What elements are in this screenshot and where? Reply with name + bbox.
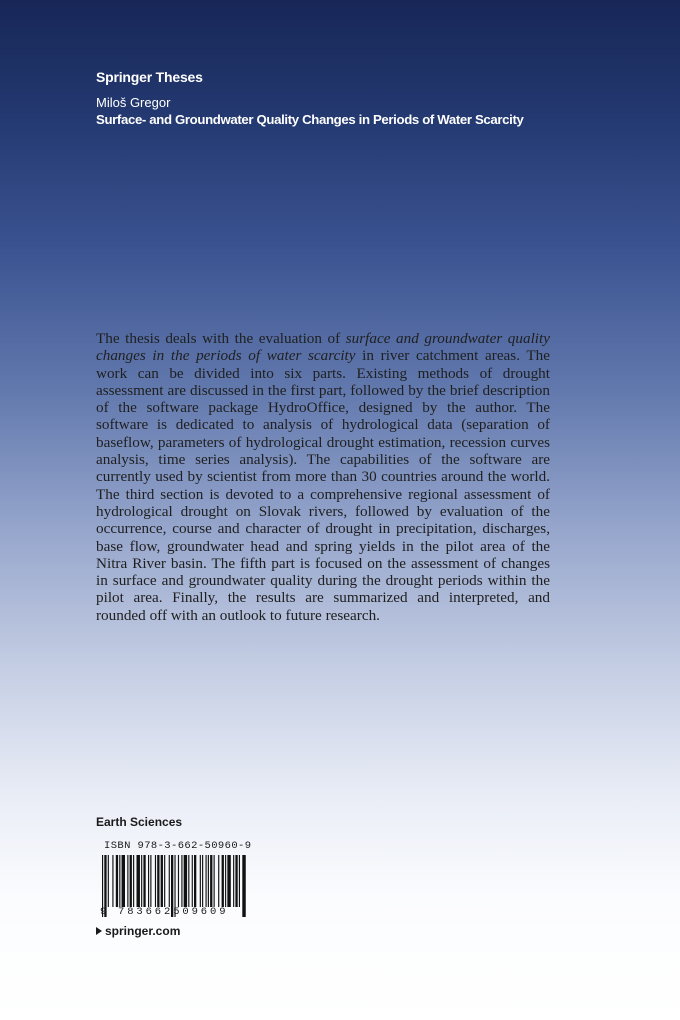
- barcode-first-digit: 9: [100, 906, 107, 918]
- isbn-label: ISBN 978-3-662-50960-9: [104, 840, 252, 852]
- abstract-emphasis: surface and groundwater quality changes in the periods of water scarcity: [96, 330, 550, 365]
- arrow-right-icon: [96, 927, 102, 935]
- author-name: Miloš Gregor: [96, 95, 171, 110]
- book-title: Surface- and Groundwater Quality Changes in Periods of Water Scarcity: [96, 112, 524, 127]
- subject-label: Earth Sciences: [96, 815, 183, 829]
- barcode-number: 783662509609: [118, 906, 229, 918]
- abstract-text: [96, 330, 550, 624]
- abstract-body: in river catchment areas. The work can be divided into six parts. Existing methods of drought assessment are discussed in the first part, followed by the brief description of the software package HydroOffice, designed by the author. The software is dedicated to analysis of hydrological data (separation of baseflow, parameters of hydrological drought estimation, recession curves analysis, time series analysis). The capabilities of the software are currently used by scientist from more than 30 countries around the world. The third section is devoted to a comprehensive regional assessment of hydrological drought on Slovak rivers, followed by evaluation of the occurrence, course and character of drought in precipitation, discharges, base flow, groundwater head and spring yields in the pilot area of the Nitra River basin. The fifth part is focused on the assessment of changes in surface and groundwater quality during the drought periods within the pilot area. Finally, the results are summarized and interpreted, and rounded off with an outlook to future research.: [96, 347, 550, 624]
- website-link[interactable]: [96, 924, 180, 938]
- series-name: Springer Theses: [96, 69, 203, 85]
- website-text: springer.com: [105, 924, 181, 938]
- abstract-intro: The thesis deals with the evaluation of: [96, 330, 346, 347]
